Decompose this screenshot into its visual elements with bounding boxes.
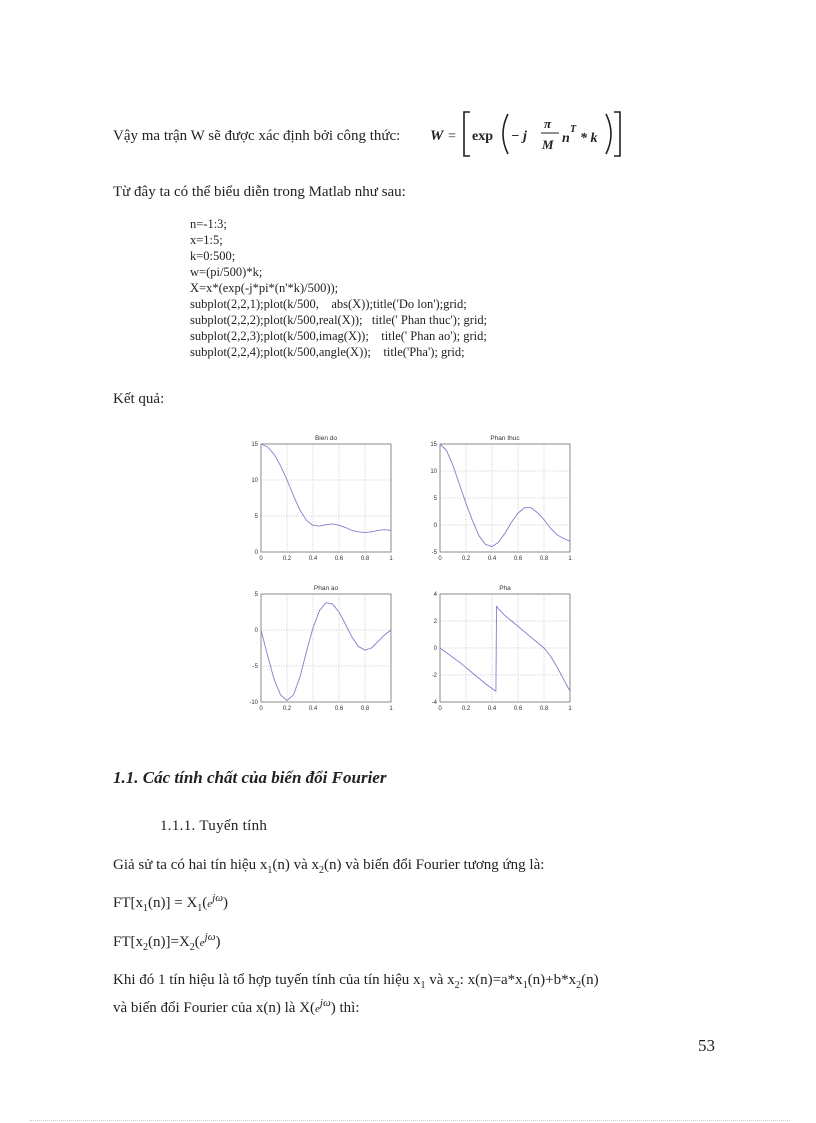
formula-den: M [542,137,554,152]
y-tick-label: 10 [430,469,437,475]
formula-minus-j: − j [511,129,527,144]
code-line: subplot(2,2,4);plot(k/500,angle(X)); title('Pha'); grid; [190,345,465,359]
p2-sub-1: 1 [420,980,426,991]
p2-text-c: : x(n)=a*x [459,972,523,988]
formula-lhs: W [430,128,444,144]
eq1-text-d: ) [223,895,228,911]
formula-left-bracket [464,112,470,156]
x-tick-label: 0.8 [360,706,370,712]
p1-text-c: (n) và biến đổi Fourier tương ứng là: [324,857,545,873]
p1-sub-2: 2 [319,865,324,876]
y-tick-label: 5 [254,592,258,598]
eq2-e: e [199,937,205,949]
equation-2 [113,932,221,953]
x-tick-label: 0 [438,556,442,562]
eq2-text-b: (n)]=X [148,934,190,950]
p1-text-b: (n) và x [272,857,319,873]
y-tick-label: 0 [254,550,258,556]
p2-sub-2: 2 [454,980,460,991]
x-tick-label: 0.2 [282,556,292,562]
code-line: subplot(2,2,3);plot(k/500,imag(X)); title(' Phan ao'); grid; [190,329,487,343]
eq1-sup: jω [212,892,223,904]
paragraph-3 [113,998,360,1019]
page-number: 53 [698,1036,715,1055]
y-tick-label: 15 [430,442,437,448]
formula-right-paren [606,114,611,154]
eq1-sub-1: 1 [143,903,148,914]
p1-sub-1: 1 [267,865,273,876]
formula-eq: = [448,129,456,144]
x-tick-label: 0 [259,556,263,562]
subplot-title: Bien do [314,435,338,442]
eq2-text-d: ) [215,934,221,950]
x-tick-label: 1 [389,706,393,712]
paragraph-2 [113,970,599,990]
subplot-title: Phan thuc [490,435,520,442]
x-tick-label: 0.6 [334,556,344,562]
footer-dotted-line [30,1120,790,1121]
y-tick-label: 4 [433,592,437,598]
code-block [190,216,487,360]
x-tick-label: 1 [568,556,572,562]
x-tick-label: 1 [389,556,393,562]
y-tick-label: 5 [254,514,258,520]
eq1-text-b: (n)] = X [148,895,198,911]
x-tick-label: 0.4 [308,706,318,712]
eq1-text-c: ( [202,895,208,911]
p2-text-d: (n)+b*x [527,972,577,988]
x-tick-label: 0.8 [360,556,370,562]
x-tick-label: 0.8 [539,556,549,562]
code-line: w=(pi/500)*k; [190,265,263,279]
equation-1 [113,893,228,914]
p3-e: e [315,1003,320,1015]
x-tick-label: 0.4 [487,556,497,562]
p3-sup: jω [319,997,331,1009]
eq1-text-a: FT[x [113,895,143,911]
formula-left-paren [503,114,508,154]
formula-T: T [570,124,577,135]
y-tick-label: 2 [433,619,437,625]
x-tick-label: 0.4 [308,556,318,562]
subplot-frame [261,444,391,552]
formula-w [428,108,628,160]
formula-n: n [562,131,570,146]
subsection-heading: 1.1.1. Tuyến tính [160,818,268,834]
y-tick-label: -4 [431,700,437,706]
x-tick-label: 0.6 [513,706,523,712]
formula-func: exp [472,129,493,144]
code-line: x=1:5; [190,233,223,247]
intro-line: Vậy ma trận W sẽ được xác định bởi công thức: [113,128,401,144]
result-label: Kết quả: [113,391,165,407]
y-tick-label: -5 [431,550,437,556]
p2-sub-3: 1 [522,980,528,991]
x-tick-label: 0.6 [513,556,523,562]
subplot-title: Phan ao [313,585,339,592]
eq1-e: e [207,898,213,910]
x-tick-label: 0.2 [461,556,471,562]
code-line: X=x*(exp(-j*pi*(n'*k)/500)); [190,281,339,295]
x-tick-label: 0.2 [461,706,471,712]
x-tick-label: 0.4 [487,706,497,712]
p3-text-a: và biến đổi Fourier của x(n) là X( [113,1000,316,1016]
y-tick-label: 15 [251,442,258,448]
code-line: k=0:500; [190,249,236,263]
formula-right-bracket [614,112,620,156]
eq2-text-c: ( [194,934,200,950]
x-tick-label: 0.8 [539,706,549,712]
p2-text-a: Khi đó 1 tín hiệu là tổ hợp tuyến tính của tín hiệu x [113,972,421,988]
y-tick-label: -10 [249,700,258,706]
formula-star-k: * k [580,131,598,146]
p3-text-b: ) thì: [330,1000,360,1016]
paragraph-1 [113,855,544,875]
y-tick-label: 0 [433,523,437,529]
code-line: subplot(2,2,1);plot(k/500, abs(X));title('Do lon');grid; [190,297,467,311]
eq2-sup: jω [204,931,216,943]
y-tick-label: 0 [433,646,437,652]
eq1-sub-2: 1 [197,903,203,914]
y-tick-label: -5 [252,664,258,670]
x-tick-label: 1 [568,706,572,712]
formula-num: π [544,116,552,131]
x-tick-label: 0 [438,706,442,712]
x-tick-label: 0.2 [282,706,292,712]
p2-text-b: và x [425,972,455,988]
p2-text-e: (n) [581,972,599,988]
eq2-text-a: FT[x [113,934,143,950]
subplot-title: Pha [499,585,511,592]
eq2-sub-1: 2 [143,942,148,953]
code-line: n=-1:3; [190,217,227,231]
code-line: subplot(2,2,2);plot(k/500,real(X)); title(' Phan thuc'); grid; [190,313,488,327]
y-tick-label: 0 [254,628,258,634]
x-tick-label: 0 [259,706,263,712]
eq2-sub-2: 2 [189,942,195,953]
section-heading: 1.1. Các tính chất của biến đổi Fourier [113,768,387,787]
matlab-figure [245,428,583,718]
y-tick-label: -2 [431,673,437,679]
x-tick-label: 0.6 [334,706,344,712]
y-tick-label: 10 [251,478,258,484]
p1-text-a: Giả sử ta có hai tín hiệu x [113,857,268,873]
p2-sub-4: 2 [576,980,582,991]
y-tick-label: 5 [433,496,437,502]
matlab-intro: Từ đây ta có thể biểu diễn trong Matlab như sau: [113,184,406,200]
